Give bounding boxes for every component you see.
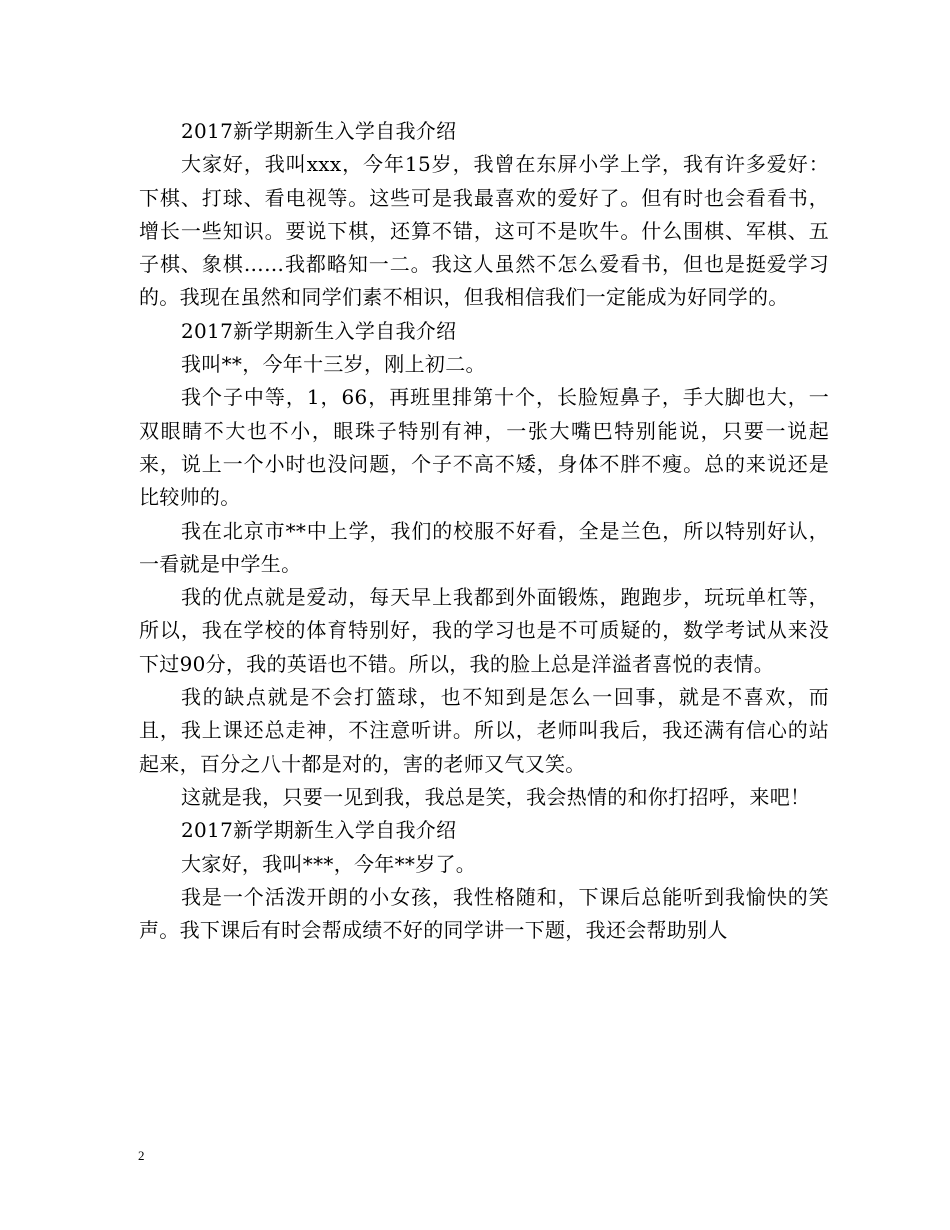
paragraph: 大家好，我叫xxx，今年15岁，我曾在东屏小学上学，我有许多爱好：下棋、打球、看电视等。这些可是我最喜欢的爱好了。但有时也会看看书，增长一些知识。要说下棋，还算不错，这可不是吹牛。什么围棋、军棋、五子棋、象棋……我都略知一二。我这人虽然不怎么爱看书，但也是挺爱学习的。我现在虽然和同学们素不相识，但我相信我们一定能成为好同学的。 — [139, 152, 829, 310]
section-heading: 2017新学期新生入学自我介绍 — [181, 818, 457, 843]
paragraph: 大家好，我叫***，今年**岁了。 — [181, 851, 477, 876]
document-body — [139, 115, 829, 947]
paragraph: 我的缺点就是不会打篮球，也不知到是怎么一回事，就是不喜欢，而且，我上课还总走神，不注意听讲。所以，老师叫我后，我还满有信心的站起来，百分之八十都是对的，害的老师又气又笑。 — [139, 685, 829, 776]
section-heading: 2017新学期新生入学自我介绍 — [181, 318, 457, 343]
paragraph: 我叫**，今年十三岁，刚上初二。 — [181, 352, 486, 377]
paragraph: 这就是我，只要一见到我，我总是笑，我会热情的和你打招呼，来吧！ — [181, 784, 811, 809]
page-number: 2 — [138, 1148, 145, 1163]
paragraph: 我的优点就是爱动，每天早上我都到外面锻炼，跑跑步，玩玩单杠等，所以，我在学校的体育特别好，我的学习也是不可质疑的，数学考试从来没下过90分，我的英语也不错。所以，我的脸上总是洋溢者喜悦的表情。 — [139, 585, 829, 676]
paragraph: 我是一个活泼开朗的小女孩，我性格随和，下课后总能听到我愉快的笑声。我下课后有时会帮成绩不好的同学讲一下题，我还会帮助别人 — [139, 884, 829, 943]
paragraph: 我在北京市**中上学，我们的校服不好看，全是兰色，所以特别好认，一看就是中学生。 — [139, 518, 829, 576]
paragraph: 我个子中等，1，66，再班里排第十个，长脸短鼻子，手大脚也大，一双眼睛不大也不小，眼珠子特别有神，一张大嘴巴特别能说，只要一说起来，说上一个小时也没问题，个子不高不矮，身体不胖不瘦。总的来说还是比较帅的。 — [139, 385, 829, 510]
section-heading: 2017新学期新生入学自我介绍 — [181, 119, 457, 143]
